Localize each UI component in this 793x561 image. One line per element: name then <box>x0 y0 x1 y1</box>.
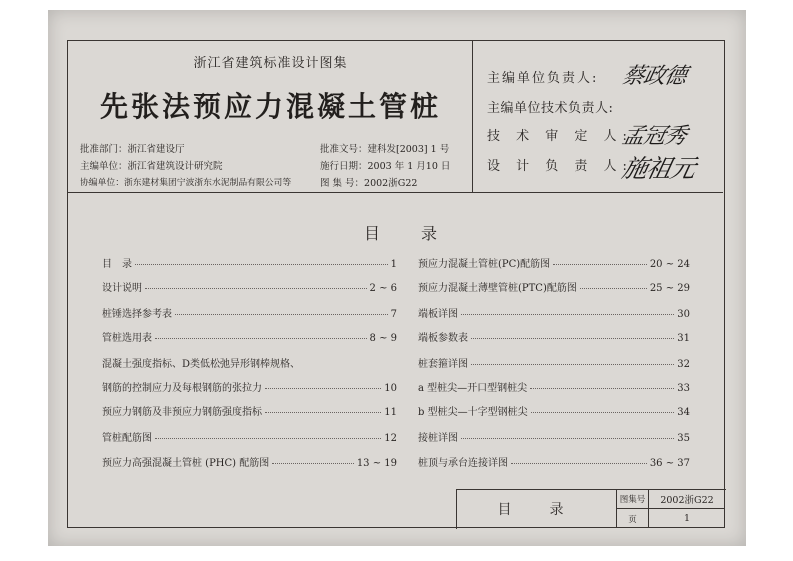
toc-item[interactable] <box>102 454 397 469</box>
tech-director-row: 主编单位技术负责人: <box>487 101 614 116</box>
toc-leader <box>272 463 354 464</box>
reviewer-row: 技 术 审 定 人: <box>487 129 633 144</box>
toc-item-label: 预应力高强混凝土管桩 (PHC) 配筋图 <box>102 458 270 469</box>
toc-leader <box>580 288 647 289</box>
toc-leader <box>155 338 367 339</box>
document-title: 先张法预应力混凝土管桩 <box>99 90 441 123</box>
toc-item-label[interactable]: 混凝土强度指标、D类低松弛异形钢棒规格、 <box>102 359 301 370</box>
toc-item-label: 桩套箍详图 <box>418 359 468 370</box>
toc-item[interactable] <box>418 403 690 418</box>
toc-item-page: 36 ~ 37 <box>649 458 690 469</box>
toc-item-label: 管桩选用表 <box>102 333 152 344</box>
toc-item-page: 35 <box>677 433 690 444</box>
toc-item[interactable] <box>102 429 397 444</box>
title-block-title: 目 录 <box>457 490 617 528</box>
toc-item-label: 桩顶与承台连接详图 <box>418 458 508 469</box>
toc-leader <box>135 264 388 265</box>
editor-unit-value: 浙江省建筑设计研究院 <box>127 161 223 172</box>
design-lead-signature: 施祖元 <box>619 154 698 183</box>
toc-leader <box>530 388 674 389</box>
toc-item-label: 预应力混凝土薄壁管桩(PTC)配筋图 <box>418 283 577 294</box>
toc-item-page: 7 <box>390 309 397 320</box>
toc-item-page: 25 ~ 29 <box>649 283 690 294</box>
approval-doc-value: 建科发[2003] 1 号 <box>367 144 450 155</box>
toc-item-page: 11 <box>384 407 397 418</box>
toc-item-page: 2 ~ 6 <box>369 283 397 294</box>
toc-item-label: 桩锤选择参考表 <box>102 309 172 320</box>
header-left-block <box>68 41 473 193</box>
effective-date <box>320 158 450 172</box>
toc-item-label: 预应力混凝土管桩(PC)配筋图 <box>418 259 551 270</box>
toc-item[interactable] <box>418 255 690 270</box>
toc-item[interactable] <box>418 279 690 294</box>
toc-item[interactable] <box>418 379 690 394</box>
co-editor-value: 浙东建材集团宁波浙东水泥制品有限公司等 <box>124 178 292 188</box>
toc-leader <box>461 314 674 315</box>
toc-item-label: b 型桩尖—十字型钢桩尖 <box>418 407 528 418</box>
series-title: 浙江省建筑标准设计图集 <box>193 56 348 71</box>
toc-leader <box>471 364 674 365</box>
toc-item-label: 目 录 <box>102 259 132 270</box>
toc-leader <box>265 412 381 413</box>
page-label-cell: 页 <box>617 509 649 528</box>
toc-item-label: 设计说明 <box>102 283 142 294</box>
toc-item[interactable] <box>102 255 397 270</box>
toc-item[interactable] <box>102 279 397 294</box>
toc-item-page: 20 ~ 24 <box>649 259 690 270</box>
approval-document <box>320 141 449 155</box>
toc-item-label: a 型桩尖—开口型钢桩尖 <box>418 383 528 394</box>
toc-leader <box>155 438 381 439</box>
approval-dept <box>80 141 185 155</box>
toc-item-page: 13 ~ 19 <box>356 458 397 469</box>
editor-unit-label: 主编单位： <box>80 161 128 172</box>
co-editor-label: 协编单位： <box>80 178 124 188</box>
toc-item[interactable] <box>102 403 397 418</box>
toc-item-label: 端板详图 <box>418 309 458 320</box>
toc-item-page: 32 <box>677 359 690 370</box>
toc-item[interactable] <box>102 379 397 394</box>
toc-item[interactable] <box>418 429 690 444</box>
reviewer-signature: 孟冠秀 <box>619 124 689 149</box>
chief-editor-signature: 蔡政德 <box>619 64 689 89</box>
approval-dept-label: 批准部门： <box>80 144 128 155</box>
toc-leader <box>531 412 675 413</box>
atlas-no-cell: 2002浙G22 <box>649 490 725 509</box>
atlas-no-label-cell: 图集号 <box>617 490 649 509</box>
approval-doc-label: 批准文号： <box>320 144 368 155</box>
drawing-sheet <box>67 40 725 528</box>
approval-dept-value: 浙江省建设厅 <box>127 144 185 155</box>
toc-item-label: 钢筋的控制应力及每根钢筋的张拉力 <box>102 383 262 394</box>
toc-item-page: 1 <box>390 259 397 270</box>
toc-item-page: 31 <box>677 333 690 344</box>
toc-item-page: 33 <box>677 383 690 394</box>
design-lead-row: 设 计 负 责 人: <box>487 159 633 174</box>
responsibility-block <box>473 41 723 193</box>
toc-item-page: 30 <box>677 309 690 320</box>
toc-leader <box>471 338 674 339</box>
atlas-no-label: 图 集 号： <box>320 178 365 189</box>
effective-date-label: 施行日期： <box>320 161 368 172</box>
toc-item-page: 8 ~ 9 <box>369 333 397 344</box>
toc-leader <box>553 264 647 265</box>
toc-item-label: 端板参数表 <box>418 333 468 344</box>
toc-item[interactable] <box>418 454 690 469</box>
toc-item-label: 管桩配筋图 <box>102 433 152 444</box>
page-number-cell: 1 <box>683 513 691 524</box>
toc-leader <box>511 463 647 464</box>
editor-unit <box>80 158 223 172</box>
toc-leader <box>461 438 674 439</box>
toc-leader <box>175 314 388 315</box>
toc-item[interactable] <box>418 355 690 370</box>
chief-editor-row: 主编单位负责人: <box>487 71 599 86</box>
atlas-number <box>320 175 417 189</box>
toc-heading-left: 目 <box>364 224 381 243</box>
toc-item[interactable] <box>418 329 690 344</box>
toc-item-label: 预应力钢筋及非预应力钢筋强度指标 <box>102 407 262 418</box>
toc-leader <box>145 288 367 289</box>
co-editor-unit <box>80 175 291 188</box>
toc-item[interactable] <box>102 329 397 344</box>
toc-item[interactable] <box>102 305 397 320</box>
toc-item-page: 10 <box>384 383 397 394</box>
toc-item-page: 34 <box>677 407 690 418</box>
toc-leader <box>265 388 381 389</box>
toc-item[interactable] <box>418 305 690 320</box>
atlas-no-value: 2002浙G22 <box>364 178 418 189</box>
toc-item-label: 接桩详图 <box>418 433 458 444</box>
effective-date-value: 2003 年 1 月10 日 <box>367 161 451 172</box>
toc-item-page: 12 <box>384 433 397 444</box>
toc-heading-right: 录 <box>421 224 438 243</box>
title-block <box>456 489 726 529</box>
